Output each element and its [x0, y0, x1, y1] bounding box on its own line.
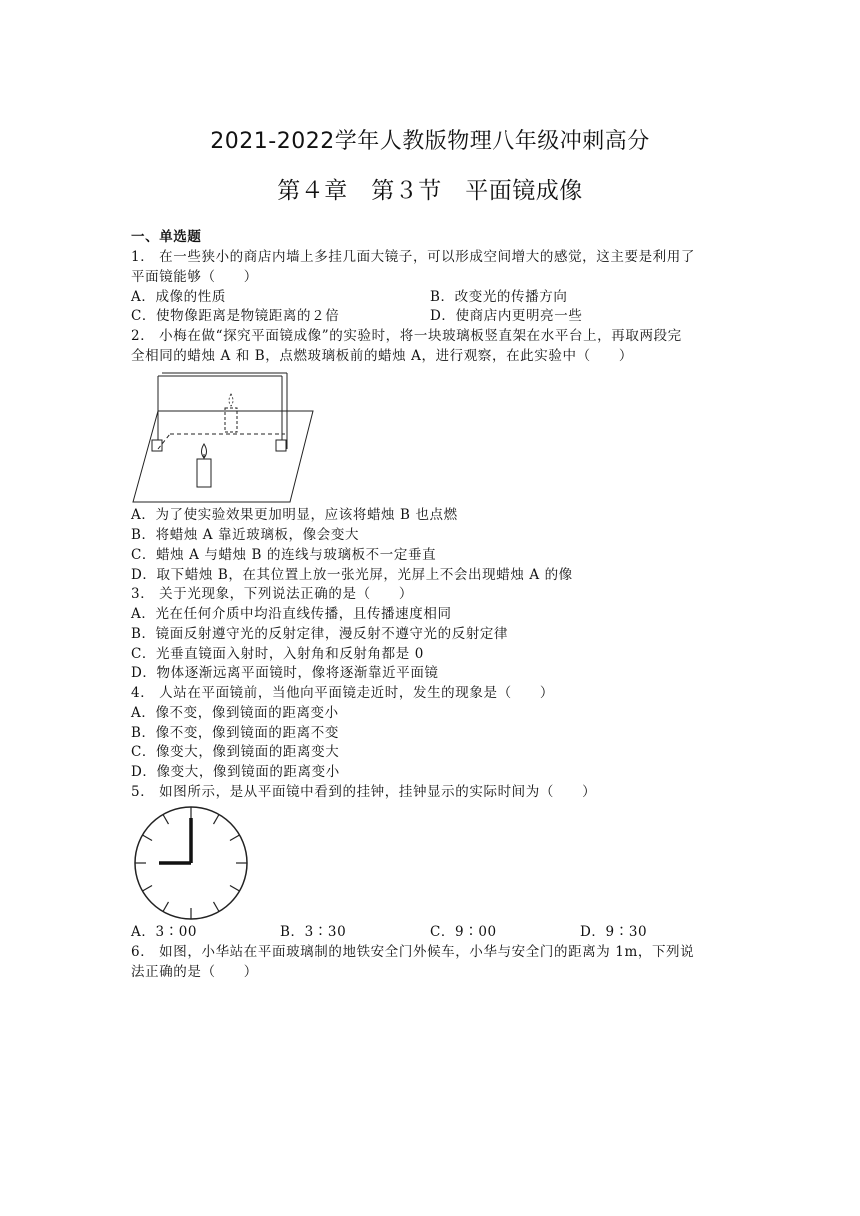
q3-stem: 3． 关于光现象，下列说法正确的是（ ） [131, 586, 413, 602]
q3-option-c: C．光垂直镜面入射时，入射角和反射角都是 0 [131, 646, 424, 662]
q2-option-c: C．蜡烛 A 与蜡烛 B 的连线与玻璃板不一定垂直 [131, 547, 437, 563]
clock-tick [163, 902, 169, 912]
q5-stem: 5． 如图所示，是从平面镜中看到的挂钟，挂钟显示的实际时间为（ ） [131, 784, 597, 800]
q2-option-b: B．将蜡烛 A 靠近玻璃板，像会变大 [131, 527, 360, 543]
q5-option-d: D．9∶30 [580, 924, 648, 940]
q5-option-b: B．3∶30 [280, 924, 347, 940]
clock-tick [143, 835, 153, 841]
q2-stem-line2: 全相同的蜡烛 A 和 B，点燃玻璃板前的蜡烛 A，进行观察，在此实验中（ ） [131, 348, 633, 364]
document-title: 2021-2022学年人教版物理八年级冲刺高分 [210, 129, 650, 154]
q1-stem-line2: 平面镜能够（ ） [131, 269, 258, 285]
mirror-experiment-figure [130, 366, 320, 506]
q6-stem-line2: 法正确的是（ ） [131, 964, 258, 980]
q1-option-c: C．使物像距离是物镜距离的２倍 [131, 308, 340, 324]
q1-stem-line1: 1． 在一些狭小的商店内墙上多挂几面大镜子，可以形成空间增大的感觉，这主要是利用了 [131, 249, 695, 265]
clock-tick [143, 886, 153, 892]
chapter-subtitle: 第４章 第３节 平面镜成像 [277, 178, 583, 204]
q3-option-d: D．物体逐渐远离平面镜时，像将逐渐靠近平面镜 [131, 665, 439, 681]
q4-stem: 4． 人站在平面镜前，当他向平面镜走近时，发生的现象是（ ） [131, 685, 554, 701]
q2-option-a: A．为了使实验效果更加明显，应该将蜡烛 B 也点燃 [131, 507, 458, 523]
q1-option-a: A．成像的性质 [131, 289, 226, 305]
q2-option-d: D．取下蜡烛 B，在其位置上放一张光屏，光屏上不会出现蜡烛 A 的像 [131, 567, 573, 583]
q2-stem-line1: 2． 小梅在做“探究平面镜成像”的实验时，将一块玻璃板竖直架在水平台上，再取两段完 [131, 328, 682, 344]
q4-option-b: B．像不变，像到镜面的距离不变 [131, 725, 339, 741]
q4-option-a: A．像不变，像到镜面的距离变小 [131, 705, 339, 721]
q5-option-c: C．9∶00 [430, 924, 497, 940]
q1-option-b: B．改变光的传播方向 [430, 289, 568, 305]
clock-tick [214, 815, 220, 825]
clock-tick [230, 835, 240, 841]
q5-option-a: A．3∶00 [131, 924, 198, 940]
mirrored-clock-figure [132, 804, 254, 922]
clock-tick [230, 886, 240, 892]
q6-stem-line1: 6． 如图，小华站在平面玻璃制的地铁安全门外候车，小华与安全门的距离为 1m，下列说 [131, 944, 695, 960]
section-heading: 一、单选题 [131, 229, 202, 245]
clock-tick [214, 902, 220, 912]
q1-option-d: D．使商店内更明亮一些 [430, 308, 583, 324]
q3-option-b: B．镜面反射遵守光的反射定律，漫反射不遵守光的反射定律 [131, 626, 509, 642]
q4-option-d: D．像变大，像到镜面的距离变小 [131, 764, 340, 780]
q3-option-a: A．光在任何介质中均沿直线传播，且传播速度相同 [131, 606, 452, 622]
clock-tick [163, 815, 169, 825]
q4-option-c: C．像变大，像到镜面的距离变大 [131, 744, 340, 760]
